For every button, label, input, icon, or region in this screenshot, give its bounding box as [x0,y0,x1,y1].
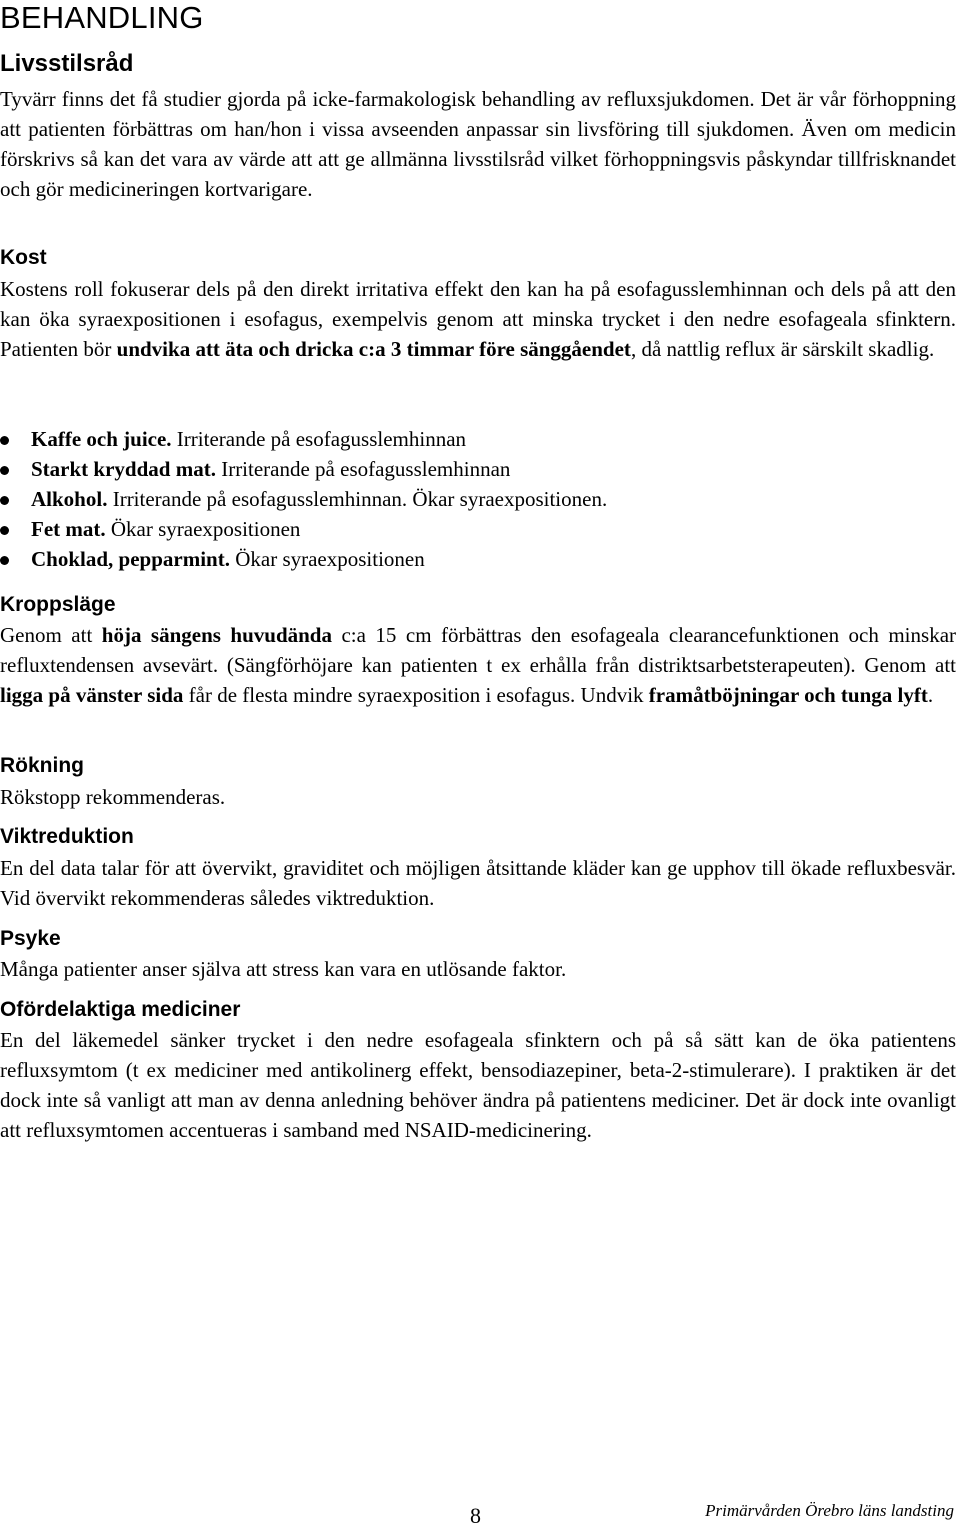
bullet-icon [0,436,9,445]
list-item [0,514,900,544]
list-item-text: Ökar syraexpositionen [105,517,301,541]
heading-ofordelaktiga-mediciner: Ofördelaktiga mediciner [0,998,241,1021]
paragraph-kroppslage [0,620,956,710]
list-item-text: Irriterande på esofagusslemhinnan [171,427,467,451]
bullet-icon [0,556,9,565]
kroppslage-text-4: . [927,683,934,707]
heading-livsstilsrad: Livsstilsråd [0,50,134,77]
paragraph-ofordelaktiga-mediciner: En del läkemedel sänker trycket i den nedre esofageala sfinktern och på så sätt kan de öka patientens refluxsymtom (t ex mediciner med antikolinerg effekt, bensodiazepiner, beta-2-stimulerare). I praktiken är det dock inte så vanligt att man av denna anledning behöver ändra på patientens mediciner. Det är dock inte ovanligt att refluxsymtomen accentueras i samband med NSAID-medicinering. [0,1028,956,1142]
list-item-bold: Fet mat. [31,517,106,541]
list-item [0,544,900,574]
kroppslage-text-1: Genom att [0,623,102,647]
list-item-text: Irriterande på esofagusslemhinnan [215,457,511,481]
list-item-bold: Choklad, pepparmint. [31,547,230,571]
paragraph-kost [0,274,956,364]
list-item [0,454,900,484]
kroppslage-bold-3: framåtböjningar och tunga lyft [648,683,928,707]
bullet-icon [0,466,9,475]
page-title: BEHANDLING [0,0,204,35]
kost-text-bold: undvika att äta och dricka c:a 3 timmar före sänggåendet [116,337,631,361]
heading-kost: Kost [0,246,47,269]
list-item [0,484,900,514]
bullet-icon [0,526,9,535]
list-item-text: Irriterande på esofagusslemhinnan. Ökar syraexpositionen. [107,487,608,511]
list-item [0,424,900,454]
heading-rokning: Rökning [0,754,84,777]
list-item-text: Ökar syraexpositionen [229,547,425,571]
heading-psyke: Psyke [0,927,61,950]
paragraph-livsstilsrad: Tyvärr finns det få studier gjorda på icke-farmakologisk behandling av refluxsjukdomen. Det är vår förhoppning att patienten förbättras om han/hon i vissa avseenden anpassar sin livsföring till sjukdomen. Även om medicin förskrivs så kan det vara av värde att att ge allmänna livsstilsråd vilket förhoppningsvis påskyndar tillfrisknandet och gör medicineringen kortvarigare. [0,87,956,201]
paragraph-psyke: Många patienter anser själva att stress kan vara en utlösande faktor. [0,957,567,981]
bullet-icon [0,496,9,505]
kost-list [0,424,900,574]
paragraph-viktreduktion: En del data talar för att övervikt, graviditet och möjligen åtsittande kläder kan ge upphov till ökade refluxbesvär. Vid övervikt rekommenderas således viktreduktion. [0,856,956,910]
kroppslage-text-3: får de flesta mindre syraexposition i esofagus. Undvik [183,683,649,707]
kroppslage-bold-2: ligga på vänster sida [0,683,184,707]
kroppslage-bold-1: höja sängens huvudända [101,623,332,647]
heading-kroppslage: Kroppsläge [0,593,116,616]
footer-organization: Primärvården Örebro läns landsting [705,1501,954,1520]
heading-viktreduktion: Viktreduktion [0,825,134,848]
kost-text-b: , då nattlig reflux är särskilt skadlig. [630,337,935,361]
kost-text-a: Kostens roll fokuserar dels på den direkt irritativa effekt den kan ha på esofagusslemhinnan och dels på att den kan öka syraexpositionen i esofagus, exempelvis genom att minska trycket i den nedre esofageala sfinktern. Patienten bör [0,277,956,361]
list-item-bold: Alkohol. [31,487,108,511]
list-item-bold: Starkt kryddad mat. [31,457,216,481]
page-number: 8 [470,1503,481,1528]
paragraph-rokning: Rökstopp rekommenderas. [0,785,226,809]
kroppslage-text-2: c:a 15 cm förbättras den esofageala clearancefunktionen och minskar refluxtendensen avsevärt. (Sängförhöjare kan patienten t ex erhålla från distriktsarbetsterapeuten). Genom att [0,623,957,677]
list-item-bold: Kaffe och juice. [31,427,172,451]
